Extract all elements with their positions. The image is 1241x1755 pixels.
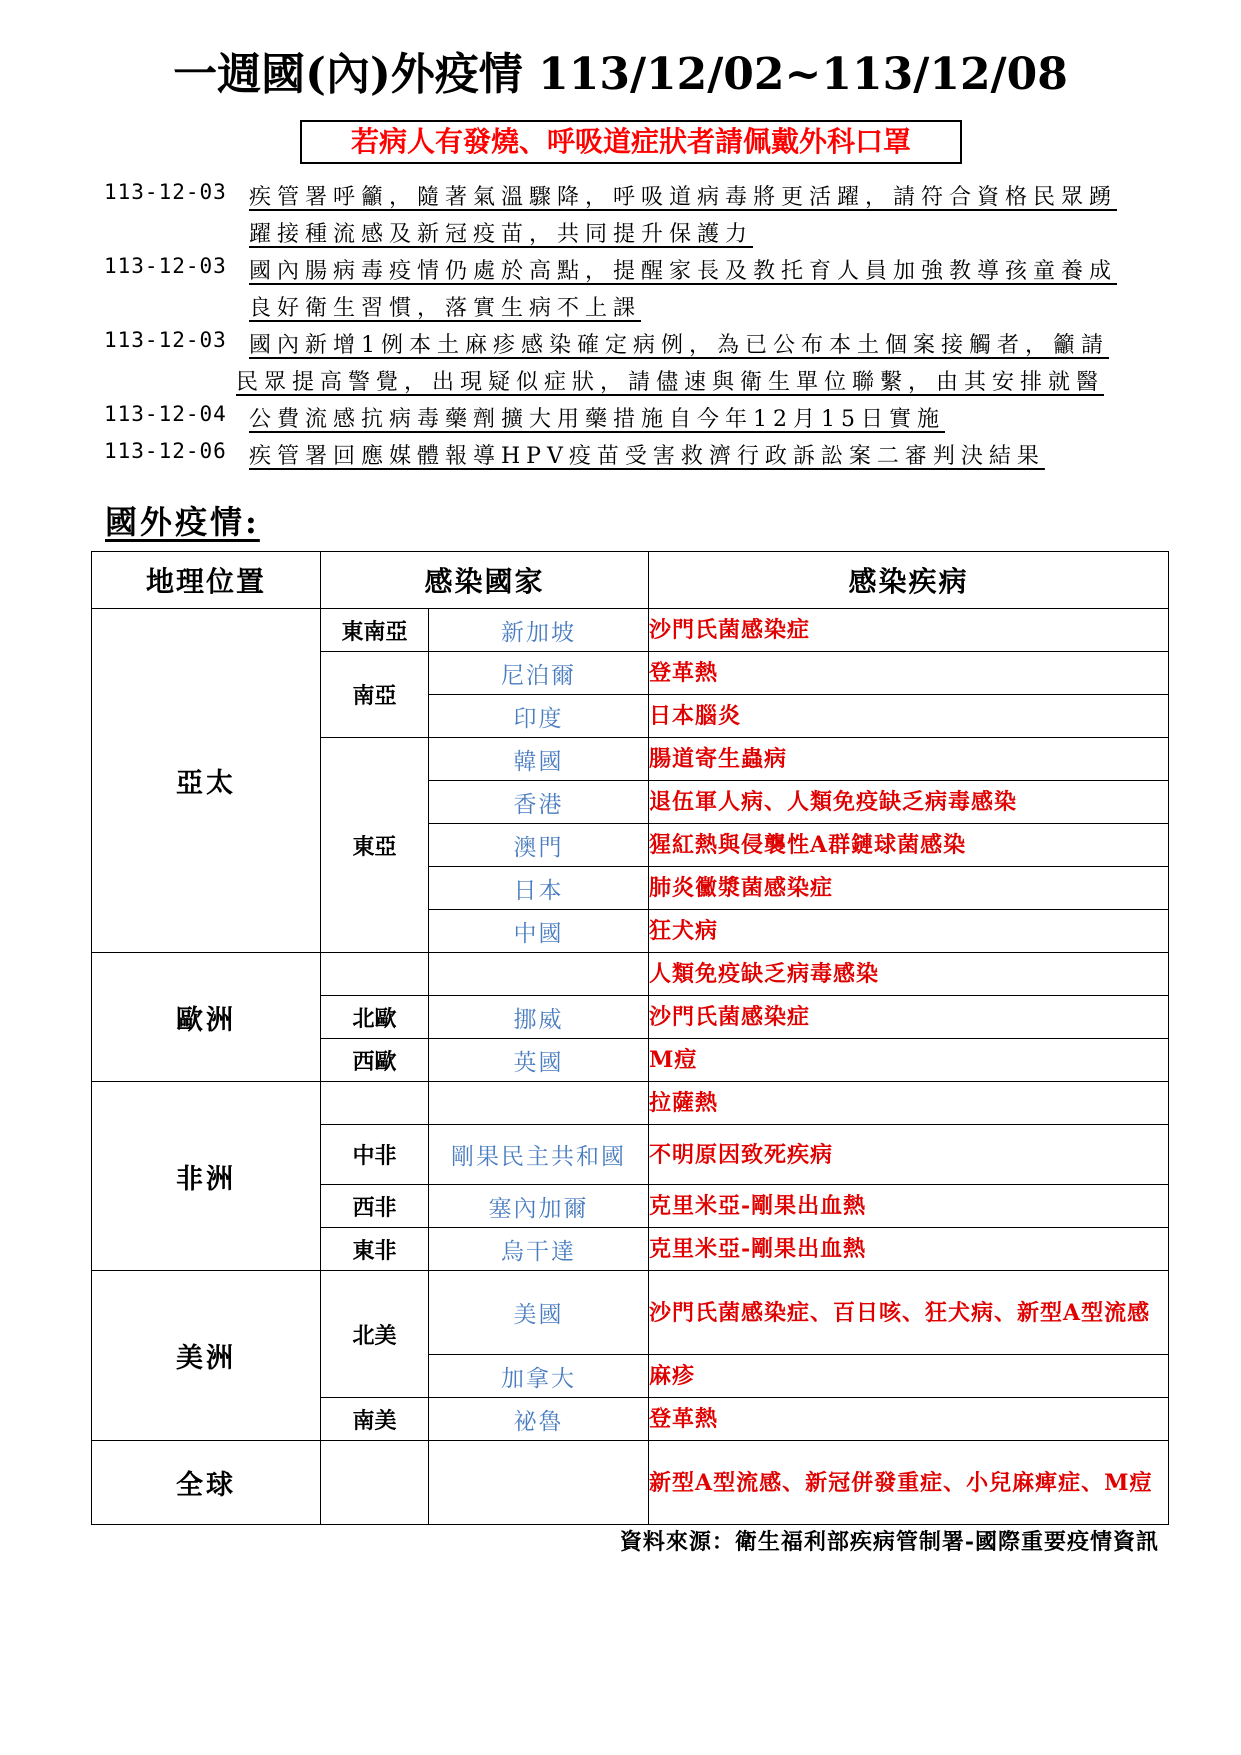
subregion-cell [321, 1082, 429, 1125]
geo-cell: 亞太 [92, 609, 321, 953]
table-row [92, 953, 1169, 996]
disease-cell: 克里米亞-剛果出血熱 [649, 1228, 1169, 1271]
disease-cell: 不明原因致死疾病 [649, 1125, 1169, 1185]
news-date: 113-12-06 [104, 439, 227, 463]
subregion-cell [321, 1441, 429, 1525]
data-source-note: 資料來源：衛生福利部疾病管制署-國際重要疫情資訊 [619, 1529, 1159, 1555]
news-date: 113-12-03 [104, 254, 227, 278]
disease-cell: 新型A型流感、新冠併發重症、小兒麻痺症、M痘 [649, 1441, 1169, 1525]
country-cell: 塞內加爾 [429, 1185, 649, 1228]
disease-cell: 登革熱 [649, 652, 1169, 695]
news-date: 113-12-03 [104, 180, 227, 204]
disease-cell: 克里米亞-剛果出血熱 [649, 1185, 1169, 1228]
table-row [92, 609, 1169, 652]
country-cell [429, 1441, 649, 1525]
country-cell: 剛果民主共和國 [429, 1125, 649, 1185]
subregion-cell: 南亞 [321, 652, 429, 738]
disease-cell: 拉薩熱 [649, 1082, 1169, 1125]
subregion-cell [321, 953, 429, 996]
disease-cell: 猩紅熱與侵襲性A群鏈球菌感染 [649, 824, 1169, 867]
country-cell: 中國 [429, 910, 649, 953]
geo-cell: 全球 [92, 1441, 321, 1525]
disease-cell: M痘 [649, 1039, 1169, 1082]
news-text: 躍接種流感及新冠疫苗，共同提升保護力 [249, 222, 754, 247]
subregion-cell: 東南亞 [321, 609, 429, 652]
international-epidemic-table [91, 551, 1169, 1525]
table-row [92, 1082, 1169, 1125]
disease-cell: 沙門氏菌感染症、百日咳、狂犬病、新型A型流感 [649, 1271, 1169, 1355]
news-text: 國內腸病毒疫情仍處於高點，提醒家長及教托育人員加強教導孩童養成 [249, 259, 1118, 284]
country-cell: 日本 [429, 867, 649, 910]
subregion-cell: 西非 [321, 1185, 429, 1228]
disease-cell: 人類免疫缺乏病毒感染 [649, 953, 1169, 996]
mask-notice: 若病人有發燒、呼吸道症狀者請佩戴外科口罩 [300, 120, 962, 164]
geo-cell: 歐洲 [92, 953, 321, 1082]
country-cell: 加拿大 [429, 1355, 649, 1398]
country-cell: 尼泊爾 [429, 652, 649, 695]
disease-cell: 沙門氏菌感染症 [649, 609, 1169, 652]
disease-cell: 沙門氏菌感染症 [649, 996, 1169, 1039]
subregion-cell: 南美 [321, 1398, 429, 1441]
header-disease: 感染疾病 [649, 552, 1169, 609]
header-geo: 地理位置 [92, 552, 321, 609]
subregion-cell: 西歐 [321, 1039, 429, 1082]
news-text: 國內新增1例本土麻疹感染確定病例，為已公布本土個案接觸者，籲請 [249, 333, 1109, 358]
country-cell: 挪威 [429, 996, 649, 1039]
country-cell: 澳門 [429, 824, 649, 867]
country-cell: 美國 [429, 1271, 649, 1355]
disease-cell: 肺炎黴漿菌感染症 [649, 867, 1169, 910]
disease-cell: 日本腦炎 [649, 695, 1169, 738]
page-title: 一週國(內)外疫情 113/12/02~113/12/08 [173, 49, 1068, 100]
country-cell: 香港 [429, 781, 649, 824]
table-header-row [92, 552, 1169, 609]
disease-cell: 麻疹 [649, 1355, 1169, 1398]
table-row [92, 1271, 1169, 1355]
table-row [92, 1441, 1169, 1525]
header-country: 感染國家 [321, 552, 649, 609]
country-cell: 印度 [429, 695, 649, 738]
country-cell [429, 1082, 649, 1125]
country-cell [429, 953, 649, 996]
geo-cell: 美洲 [92, 1271, 321, 1441]
subregion-cell: 東非 [321, 1228, 429, 1271]
news-text: 疾管署呼籲，隨著氣溫驟降，呼吸道病毒將更活躍，請符合資格民眾踴 [249, 185, 1118, 210]
disease-cell: 退伍軍人病、人類免疫缺乏病毒感染 [649, 781, 1169, 824]
news-text: 良好衛生習慣，落實生病不上課 [249, 296, 642, 321]
country-cell: 祕魯 [429, 1398, 649, 1441]
news-text: 疾管署回應媒體報導HPV疫苗受害救濟行政訴訟案二審判決結果 [249, 444, 1045, 469]
geo-cell: 非洲 [92, 1082, 321, 1271]
country-cell: 英國 [429, 1039, 649, 1082]
news-text: 民眾提高警覺，出現疑似症狀，請儘速與衛生單位聯繫，由其安排就醫 [236, 370, 1105, 395]
subregion-cell: 東亞 [321, 738, 429, 953]
subregion-cell: 北美 [321, 1271, 429, 1398]
country-cell: 韓國 [429, 738, 649, 781]
disease-cell: 登革熱 [649, 1398, 1169, 1441]
disease-cell: 狂犬病 [649, 910, 1169, 953]
news-date: 113-12-03 [104, 328, 227, 352]
country-cell: 新加坡 [429, 609, 649, 652]
news-date: 113-12-04 [104, 402, 227, 426]
section-title: 國外疫情: [105, 503, 260, 541]
subregion-cell: 北歐 [321, 996, 429, 1039]
disease-cell: 腸道寄生蟲病 [649, 738, 1169, 781]
news-text: 公費流感抗病毒藥劑擴大用藥措施自今年12月15日實施 [249, 407, 945, 432]
country-cell: 烏干達 [429, 1228, 649, 1271]
subregion-cell: 中非 [321, 1125, 429, 1185]
